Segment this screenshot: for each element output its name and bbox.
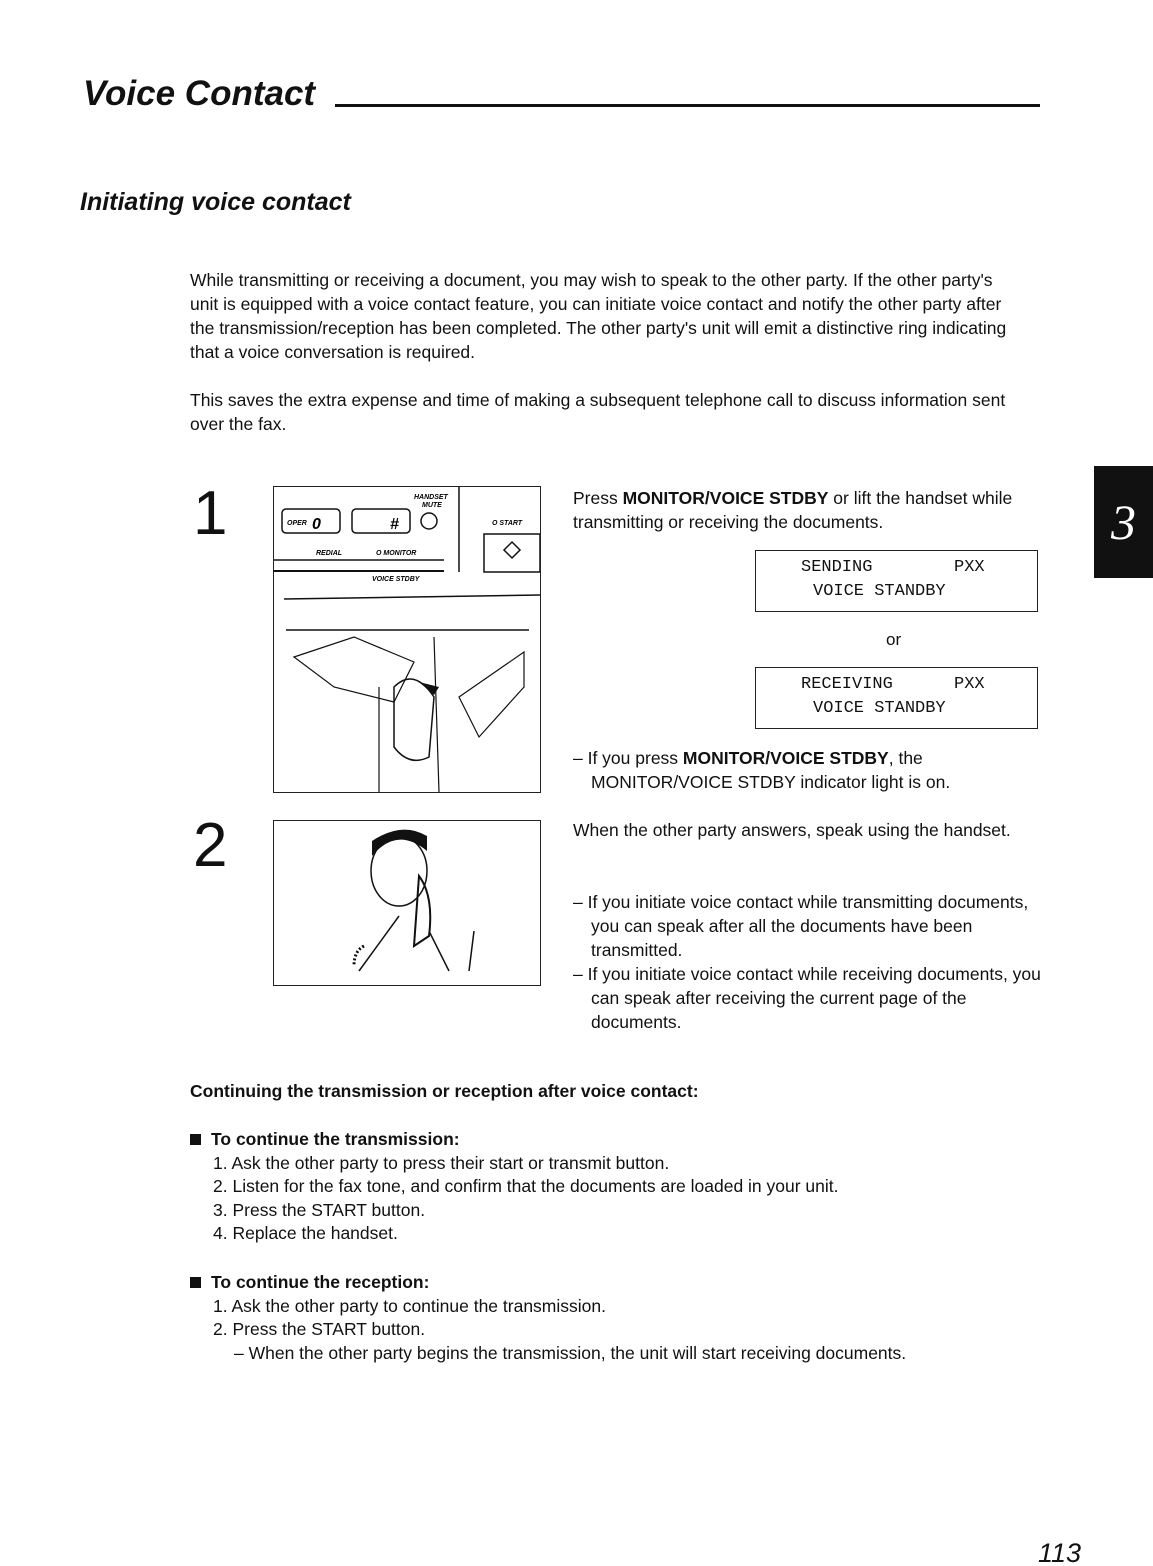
lcd-display-receiving [755, 667, 1038, 729]
text: Press [573, 488, 623, 508]
list-item: 2. Listen for the fax tone, and confirm that the documents are loaded in your unit. [213, 1176, 839, 1196]
fax-control-panel-drawing [274, 487, 540, 792]
chapter-tab: 3 [1094, 466, 1153, 578]
handset-label: HANDSET [414, 494, 448, 501]
step2-note-2: – If you initiate voice contact while receiving documents, you can speak after receiving the current page of the documents. [573, 964, 1041, 1032]
list-subnote: – When the other party begins the transmission, the unit will start receiving documents. [234, 1342, 907, 1363]
handset-user-illustration [273, 820, 541, 986]
intro-paragraph-1: While transmitting or receiving a document, you may wish to speak to the other party. If the other party's unit is equipped with a voice contact feature, you can initiate voice contact and notify the other party after the transmission/reception has been completed. The other party's unit will emit a distinctive ring indicating that a voice conversation is required. [190, 270, 1007, 362]
oper-label: OPER [287, 520, 307, 527]
step2-note-1: – If you initiate voice contact while transmitting documents, you can speak after all the documents have been transmitted. [573, 892, 1029, 960]
start-label: O START [492, 520, 523, 527]
step1-instruction [573, 486, 1043, 534]
monitor-voice-stdby-key: MONITOR/VOICE STDBY [622, 488, 829, 508]
or-text: or [886, 630, 902, 649]
lcd-line-1: SENDING PXX [801, 558, 985, 577]
text: – If you press [573, 748, 683, 768]
person-on-phone-drawing [274, 821, 540, 985]
intro-paragraph-2: This saves the extra expense and time of making a subsequent telephone call to discuss information sent over the fax. [190, 390, 1006, 434]
continue-transmission-section [190, 1128, 839, 1246]
continuing-heading: Continuing the transmission or reception after voice contact: [190, 1081, 699, 1101]
text: or lift the handset while transmitting or receiving the documents. [573, 488, 1013, 532]
lcd-display-sending [755, 550, 1038, 612]
bullet-icon [190, 1134, 201, 1145]
step2-instruction: When the other party answers, speak using the handset. [573, 820, 1011, 840]
list-item: 3. Press the START button. [213, 1199, 426, 1220]
bullet-icon [190, 1277, 201, 1288]
continue-reception-section [190, 1271, 906, 1365]
subheading: To continue the reception: [211, 1272, 430, 1292]
title-rule [335, 104, 1040, 107]
list-item: 1. Ask the other party to continue the transmission. [213, 1295, 606, 1316]
mute-label: MUTE [422, 502, 442, 509]
section-subtitle: Initiating voice contact [80, 188, 351, 216]
lcd-line-1: RECEIVING PXX [801, 675, 985, 694]
list-item: 4. Replace the handset. [213, 1223, 398, 1243]
page-title: Voice Contact [83, 74, 316, 113]
redial-label: REDIAL [316, 550, 343, 557]
text: , the MONITOR/VOICE STDBY indicator light is on. [591, 748, 951, 792]
step1-note [573, 746, 1041, 794]
fax-panel-illustration [273, 486, 541, 793]
voice-stdby-label: VOICE STDBY [372, 576, 420, 583]
zero-key-label: 0 [312, 516, 321, 533]
monitor-label: O MONITOR [376, 550, 417, 557]
lcd-line-2: VOICE STANDBY [813, 582, 946, 601]
key-name: MONITOR/VOICE STDBY [682, 748, 889, 768]
list-item: 2. Press the START button. [213, 1319, 426, 1339]
step-number-1: 1 [193, 479, 228, 548]
page-number: 113 [1038, 1538, 1082, 1566]
list-item: 1. Ask the other party to press their start or transmit button. [213, 1152, 670, 1173]
lcd-line-2: VOICE STANDBY [813, 699, 946, 718]
hash-key-label: # [390, 516, 399, 533]
step-number-2: 2 [193, 811, 228, 880]
subheading: To continue the transmission: [211, 1129, 460, 1149]
